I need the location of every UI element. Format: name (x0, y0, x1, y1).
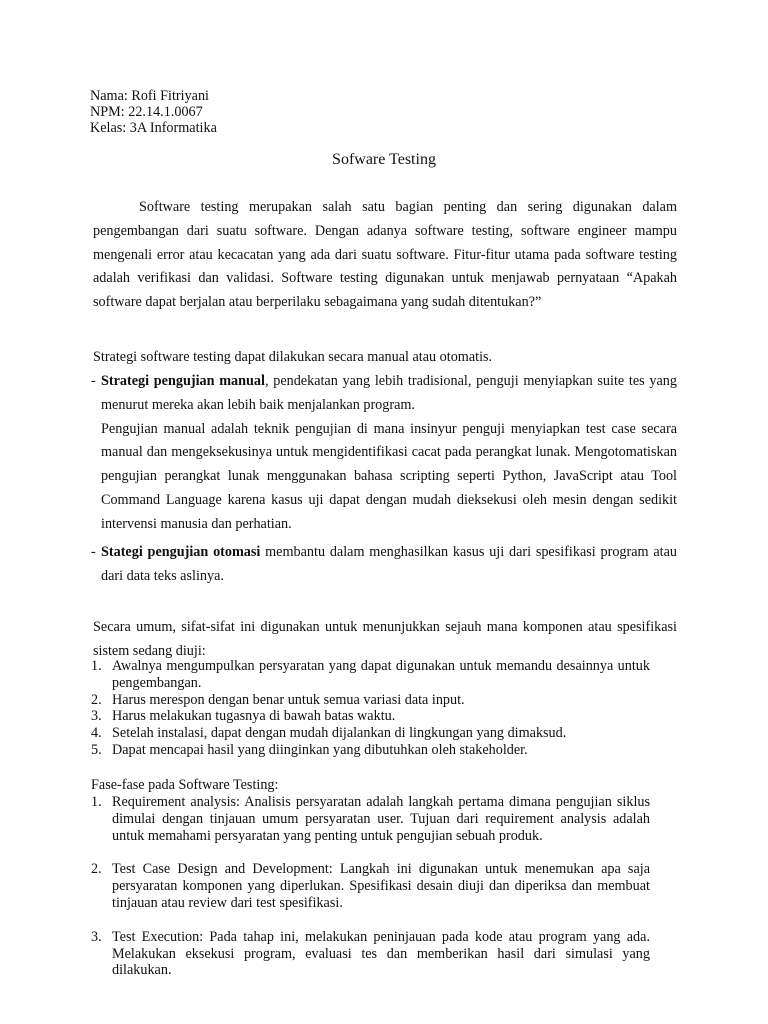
list-item: 2. Harus merespon dengan benar untuk semua variasi data input. (91, 691, 465, 708)
list-item: 4. Setelah instalasi, dapat dengan mudah dijalankan di lingkungan yang dimaksud. (91, 725, 567, 742)
list-item: 1. Requirement analysis: Analisis persyaratan adalah langkah pertama dimana pengujian siklus dimulai dengan tinjauan umum persyaratan user. Tujuan dari requirement analysis adalah untuk memahami persyaratan yang penting untuk pengujian sebuah produk. (91, 794, 650, 844)
phases-label: Fase-fase pada Software Testing: (91, 777, 279, 793)
student-class: Kelas: 3A Informatika (90, 120, 217, 136)
properties-intro: Secara umum, sifat-sifat ini digunakan untuk menunjukkan sejauh mana komponen atau spesifikasi sistem sedang diuji: (93, 619, 677, 659)
strategy-manual-text: , pendekatan yang lebih tradisional, penguji menyiapkan suite tes yang menurut mereka akan lebih baik menjalankan program. (101, 373, 677, 413)
bullet-dash: - (91, 373, 96, 389)
properties-list (91, 658, 650, 759)
student-name: Nama: Rofi Fitriyani (90, 88, 210, 104)
strategy-manual-detail: Pengujian manual adalah teknik pengujian di mana insinyur penguji menyiapkan test case secara manual dan mengeksekusinya untuk mengidentifikasi cacat pada perangkat lunak. Mengotomatiskan pengujian perangkat lunak menggunakan bahasa scripting seperti Python, JavaScript atau Tool Command Language karena kasus uji dapat dengan mudah dieksekusi oleh mesin dengan sedikit intervensi manusia dan perhatian. (101, 420, 677, 532)
strategy-auto-text: membantu dalam menghasilkan kasus uji dari spesifikasi program atau dari data teks aslinya. (101, 544, 677, 584)
intro-paragraph (93, 196, 677, 315)
bullet-dash: - (91, 544, 96, 560)
strategy-manual-item (91, 370, 677, 537)
strategy-auto-item (91, 541, 677, 589)
list-item: 3. Test Execution: Pada tahap ini, melakukan peninjauan pada kode atau program yang ada. Melakukan eksekusi program, evaluasi tes dan memberikan hasil dari simulasi yang dilakukan. (91, 928, 650, 979)
strategy-intro: Strategi software testing dapat dilakukan secara manual atau otomatis. (93, 349, 493, 365)
document-title: Sofware Testing (332, 151, 436, 168)
list-item: 3. Harus melakukan tugasnya di bawah batas waktu. (91, 708, 396, 725)
strategy-manual-label: Strategi pengujian manual (101, 373, 265, 389)
intro-text: Software testing merupakan salah satu bagian penting dan sering digunakan dalam pengembangan dari suatu software. Dengan adanya software testing, software engineer mampu mengenali error atau kecacatan yang ada dari suatu software. Fitur-fitur utama pada software testing adalah verifikasi dan validasi. Software testing digunakan untuk menjawab pernyataan “Apakah software dapat berjalan atau berperilaku sebagaimana yang sudah ditentukan?” (93, 199, 677, 311)
student-npm: NPM: 22.14.1.0067 (90, 104, 203, 120)
list-item: 5. Dapat mencapai hasil yang diinginkan yang dibutuhkan oleh stakeholder. (91, 741, 528, 758)
phases-list (91, 794, 650, 996)
list-item: 2. Test Case Design and Development: Langkah ini digunakan untuk menemukan apa saja persyaratan komponen yang diperlukan. Spesifikasi desain diuji dan diperiksa dan membuat tinjauan atau review dari test spesifikasi. (91, 861, 650, 911)
list-item: 1. Awalnya mengumpulkan persyaratan yang dapat digunakan untuk memandu desainnya untuk pengembangan. (91, 658, 650, 691)
strategy-auto-label: Stategi pengujian otomasi (101, 544, 261, 560)
